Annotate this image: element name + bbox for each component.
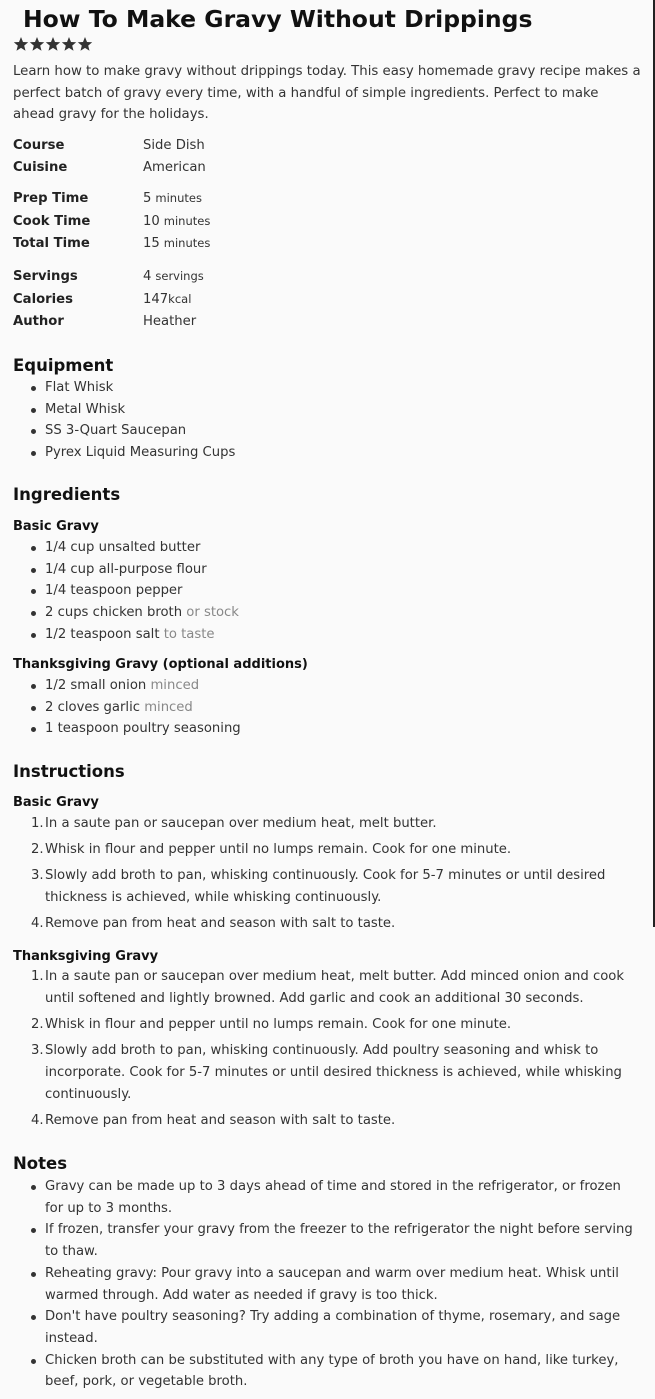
note-text: Chicken broth can be substituted with any type of broth you have on hand, like turkey, beef, pork, or vegetable broth. bbox=[45, 1352, 619, 1390]
ingredient-text: 1/4 cup all-purpose flour bbox=[45, 561, 207, 577]
meta-value bbox=[143, 214, 210, 229]
step-text: Whisk in flour and pepper until no lumps remain. Cook for one minute. bbox=[45, 1016, 512, 1032]
total-time-value: 15 bbox=[143, 236, 160, 251]
meta-label: Course bbox=[13, 138, 65, 153]
step-text: Remove pan from heat and season with salt to taste. bbox=[45, 916, 396, 932]
ingredient-note: minced bbox=[146, 678, 200, 693]
star-rating[interactable] bbox=[13, 36, 93, 52]
step-text: In a saute pan or saucepan over medium heat, melt butter. bbox=[45, 816, 437, 831]
ingredient-text: 1/4 cup unsalted butter bbox=[45, 540, 201, 555]
instruction-step bbox=[13, 913, 643, 935]
star-icon[interactable] bbox=[13, 36, 29, 52]
equipment-item[interactable] bbox=[13, 377, 643, 399]
step-text: Slowly add broth to pan, whisking continuously. Cook for 5-7 minutes or until desired thickness is achieved, while whisking continuously. bbox=[45, 868, 606, 906]
step-number: 2. bbox=[31, 1016, 44, 1032]
notes-heading: Notes bbox=[13, 1154, 68, 1173]
meta-value bbox=[143, 292, 191, 307]
ingredient-text: 1 teaspoon poultry seasoning bbox=[45, 721, 241, 737]
ingredient-list bbox=[13, 537, 643, 645]
ingredient-text: 1/4 teaspoon pepper bbox=[45, 583, 183, 599]
equipment-item-name[interactable]: Pyrex Liquid Measuring Cups bbox=[45, 445, 236, 461]
ingredient-item bbox=[13, 559, 643, 581]
instruction-step bbox=[13, 865, 643, 908]
equipment-item[interactable] bbox=[13, 399, 643, 421]
recipe-title: How To Make Gravy Without Drippings bbox=[23, 5, 533, 33]
step-text: In a saute pan or saucepan over medium heat, melt butter. Add minced onion and cook until softened and lightly browned. Add garlic and cook an additional 30 seconds. bbox=[45, 969, 624, 1006]
equipment-list bbox=[13, 377, 643, 464]
ingredient-item bbox=[13, 537, 643, 559]
prep-time-unit: minutes bbox=[155, 191, 202, 205]
ingredient-group-title: Thanksgiving Gravy (optional additions) bbox=[13, 657, 308, 672]
equipment-item-name[interactable]: Metal Whisk bbox=[45, 401, 126, 417]
recipe-summary: Learn how to make gravy without drippings today. This easy homemade gravy recipe makes a perfect batch of gravy every time, with a handful of simple ingredients. Perfect to make ahead gravy for the holidays. bbox=[13, 64, 641, 122]
notes-list bbox=[13, 1176, 643, 1393]
meta-label: Author bbox=[13, 314, 64, 329]
instruction-step bbox=[13, 1014, 643, 1036]
instruction-step bbox=[13, 813, 643, 835]
ingredient-note: or stock bbox=[182, 605, 239, 621]
total-time-unit: minutes bbox=[163, 236, 211, 250]
equipment-item-name[interactable]: SS 3-Quart Saucepan bbox=[45, 423, 187, 439]
step-number: 4. bbox=[31, 916, 44, 932]
servings-unit: servings bbox=[155, 269, 204, 283]
instruction-step bbox=[13, 1040, 643, 1105]
instruction-step bbox=[13, 1110, 643, 1132]
note-item bbox=[13, 1306, 643, 1349]
meta-value[interactable] bbox=[143, 269, 204, 284]
ingredient-item bbox=[13, 718, 643, 740]
note-item bbox=[13, 1263, 643, 1306]
step-number: 4. bbox=[31, 1112, 44, 1128]
instruction-step bbox=[13, 839, 643, 861]
instructions-heading: Instructions bbox=[13, 762, 125, 781]
ingredient-list bbox=[13, 675, 643, 740]
ingredient-text: 2 cups chicken broth bbox=[45, 605, 183, 621]
calories-unit: kcal bbox=[168, 292, 192, 306]
ingredients-heading: Ingredients bbox=[13, 485, 121, 504]
equipment-item[interactable] bbox=[13, 442, 643, 464]
step-text: Whisk in flour and pepper until no lumps remain. Cook for one minute. bbox=[45, 842, 512, 858]
meta-label: Calories bbox=[13, 292, 73, 307]
ingredient-item bbox=[13, 580, 643, 602]
step-number: 1. bbox=[31, 969, 44, 984]
meta-label: Prep Time bbox=[13, 191, 89, 206]
step-number: 1. bbox=[31, 816, 44, 831]
instruction-step bbox=[13, 966, 643, 1009]
cook-time-value: 10 bbox=[143, 214, 160, 229]
note-text: If frozen, transfer your gravy from the freezer to the refrigerator the night before serving to thaw. bbox=[45, 1222, 633, 1260]
ingredient-group-title: Basic Gravy bbox=[13, 519, 99, 534]
ingredient-item bbox=[13, 675, 643, 697]
step-number: 3. bbox=[31, 868, 44, 884]
meta-value: American bbox=[143, 160, 206, 175]
prep-time-value: 5 bbox=[143, 191, 152, 206]
meta-label: Cuisine bbox=[13, 160, 68, 175]
note-text: Gravy can be made up to 3 days ahead of time and stored in the refrigerator, or frozen for up to 3 months. bbox=[45, 1179, 621, 1216]
meta-value: Side Dish bbox=[143, 138, 205, 153]
ingredient-item bbox=[13, 602, 643, 624]
step-text: Remove pan from heat and season with salt to taste. bbox=[45, 1112, 396, 1128]
instruction-group-title: Thanksgiving Gravy bbox=[13, 949, 159, 964]
meta-label: Total Time bbox=[13, 236, 90, 251]
ingredient-note: to taste bbox=[159, 626, 215, 642]
star-icon[interactable] bbox=[77, 36, 93, 52]
note-text: Reheating gravy: Pour gravy into a saucepan and warm over medium heat. Whisk until warmed through. Add water as needed if gravy is too thick. bbox=[45, 1265, 619, 1303]
meta-value bbox=[143, 191, 202, 206]
star-icon[interactable] bbox=[29, 36, 45, 52]
meta-label: Servings bbox=[13, 269, 78, 284]
note-text: Don't have poultry seasoning? Try adding a combination of thyme, rosemary, and sage instead. bbox=[45, 1309, 621, 1346]
meta-label: Cook Time bbox=[13, 214, 91, 229]
step-number: 2. bbox=[31, 842, 44, 858]
meta-value bbox=[143, 236, 210, 251]
cook-time-unit: minutes bbox=[163, 214, 211, 228]
equipment-heading: Equipment bbox=[13, 356, 114, 375]
servings-value[interactable]: 4 bbox=[143, 269, 152, 284]
instruction-list bbox=[13, 813, 643, 940]
star-icon[interactable] bbox=[45, 36, 61, 52]
step-number: 3. bbox=[31, 1043, 44, 1059]
note-item bbox=[13, 1219, 643, 1262]
equipment-item[interactable] bbox=[13, 420, 643, 442]
instruction-list bbox=[13, 966, 643, 1136]
equipment-item-name[interactable]: Flat Whisk bbox=[45, 380, 114, 395]
note-item bbox=[13, 1350, 643, 1393]
ingredient-item bbox=[13, 624, 643, 646]
ingredient-text: 2 cloves garlic bbox=[45, 699, 140, 715]
ingredient-text: 1/2 small onion bbox=[45, 678, 147, 693]
instruction-group-title: Basic Gravy bbox=[13, 795, 99, 810]
star-icon[interactable] bbox=[61, 36, 77, 52]
ingredient-note: minced bbox=[140, 699, 193, 715]
calories-value: 147 bbox=[143, 292, 169, 307]
ingredient-item bbox=[13, 697, 643, 719]
note-item bbox=[13, 1176, 643, 1219]
step-text: Slowly add broth to pan, whisking continuously. Add poultry seasoning and whisk to incorporate. Cook for 5-7 minutes or until desired thickness is achieved, while whisking continuously. bbox=[45, 1043, 622, 1102]
meta-value: Heather bbox=[143, 314, 197, 329]
ingredient-text: 1/2 teaspoon salt bbox=[45, 626, 160, 642]
